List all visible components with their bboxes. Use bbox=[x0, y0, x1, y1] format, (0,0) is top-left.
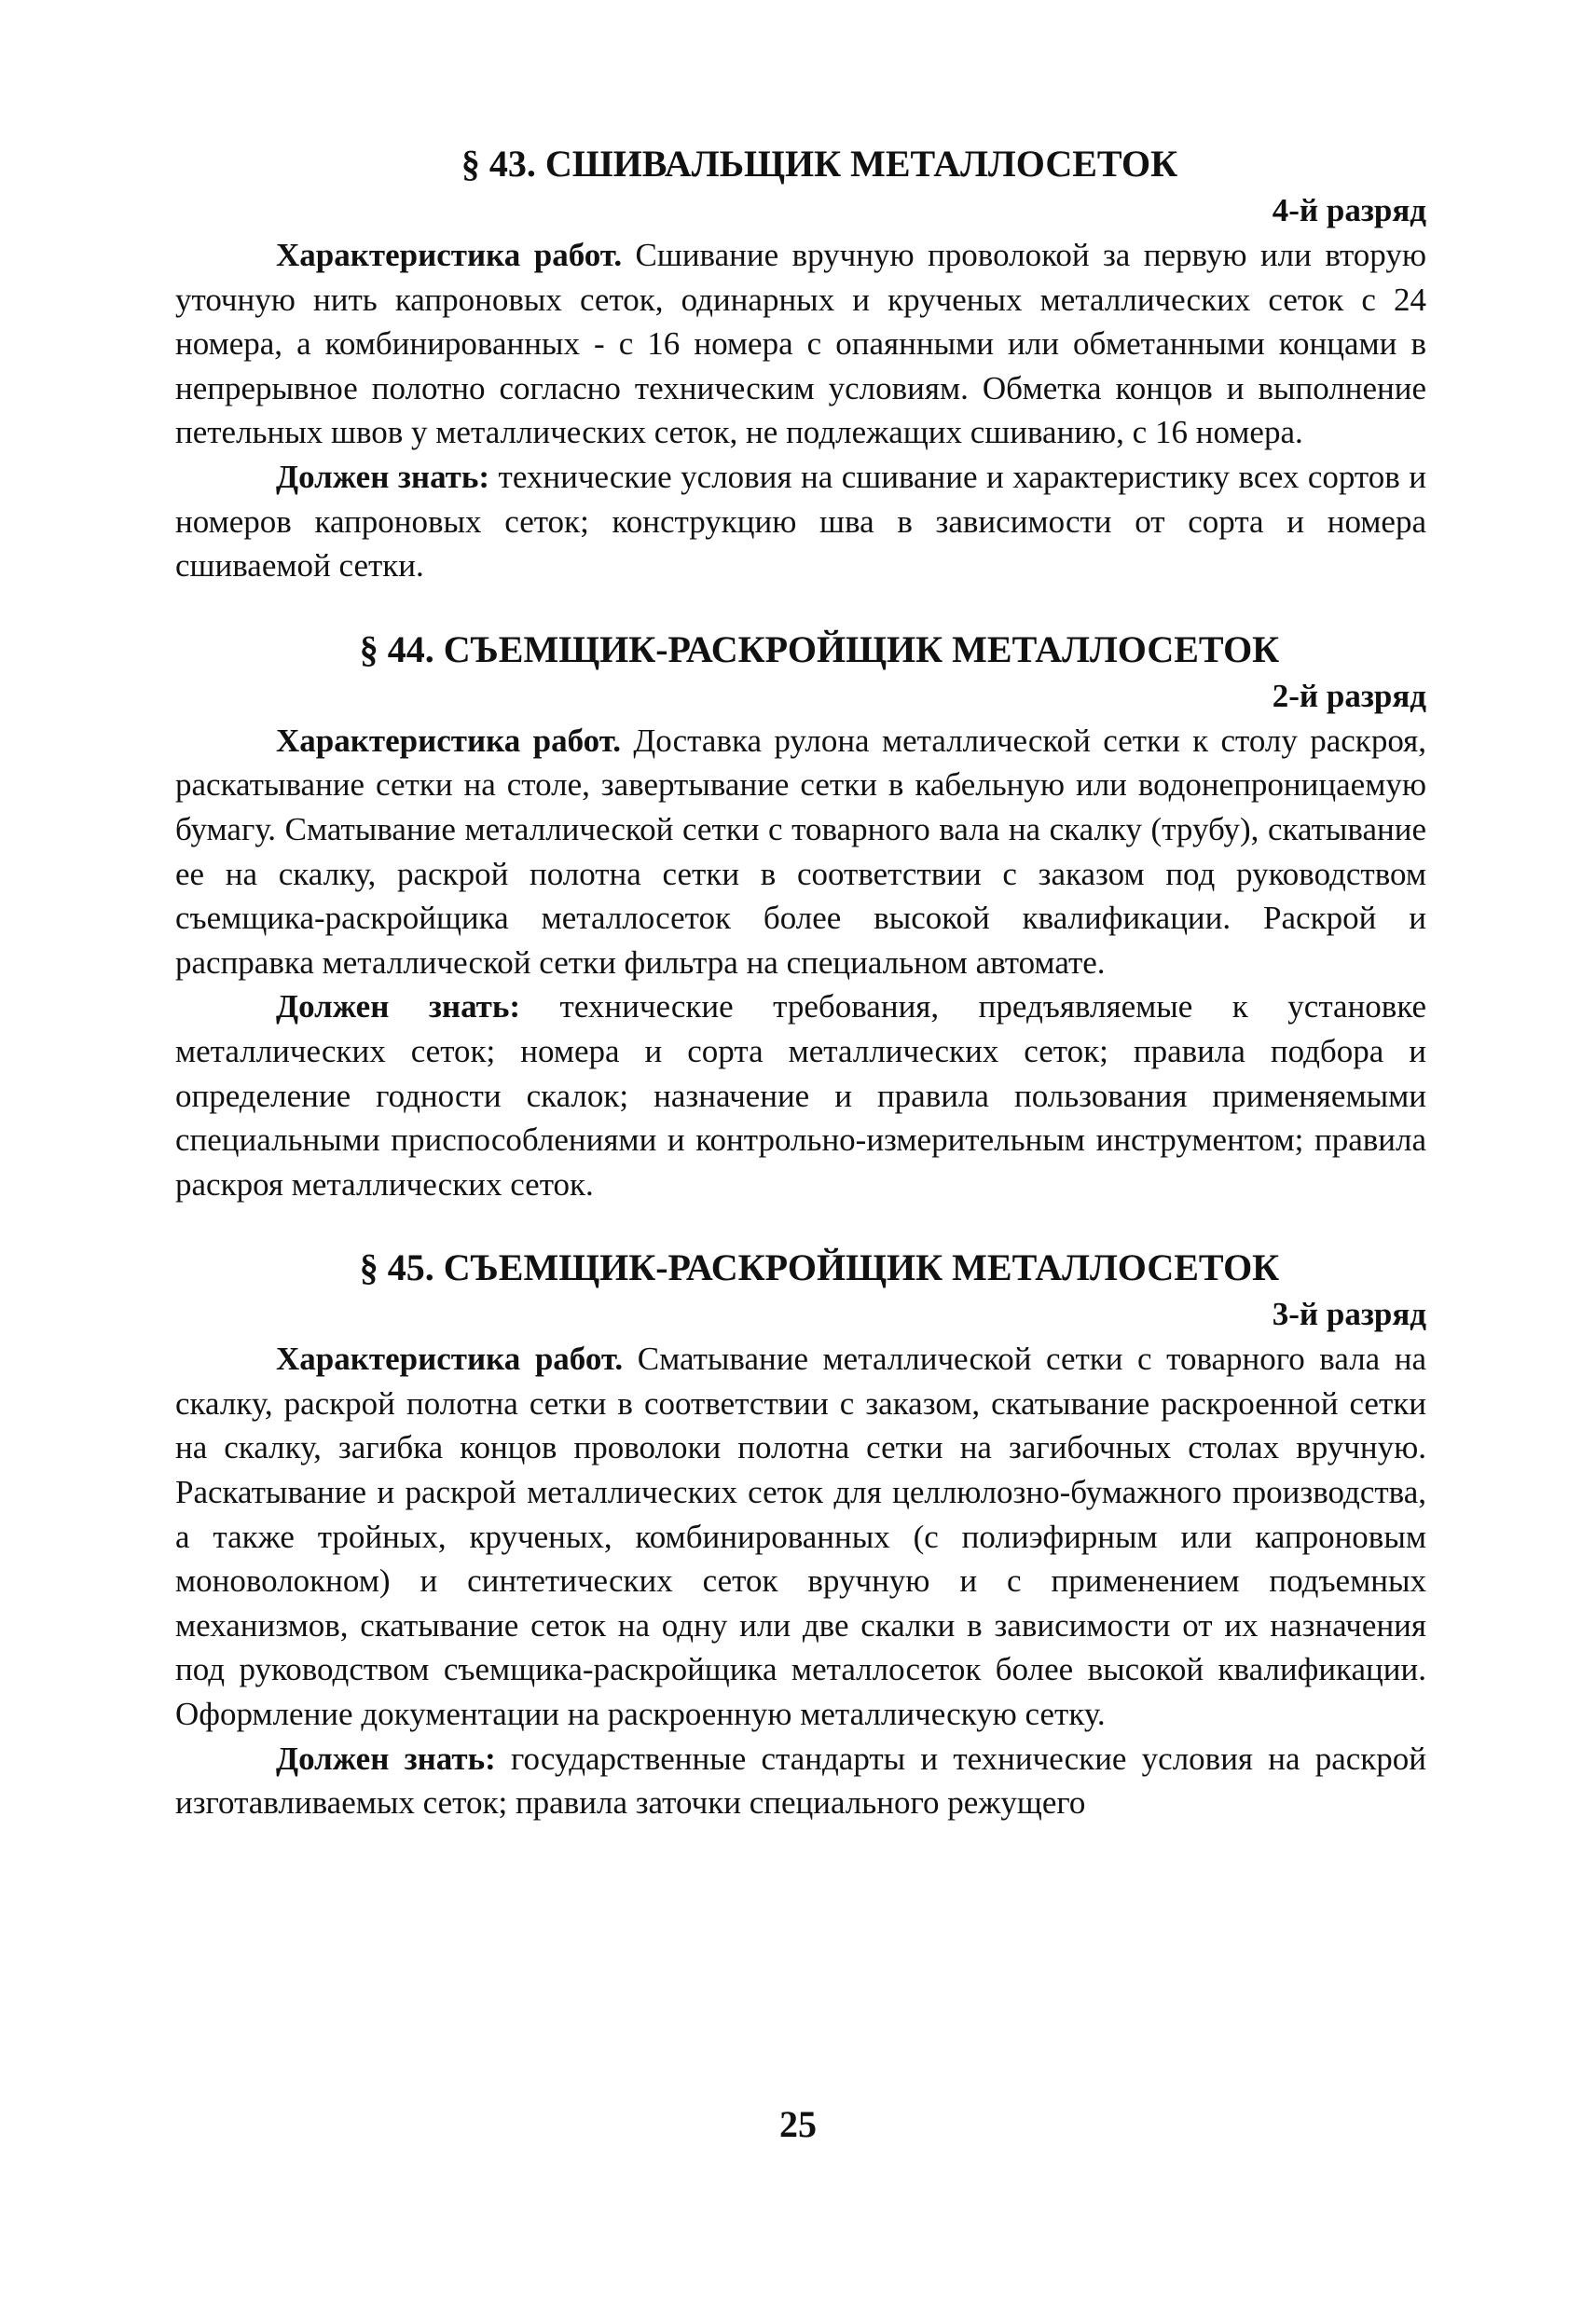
page-number: 25 bbox=[779, 2103, 817, 2145]
section-title: § 44. СЪЕМЩИК-РАСКРОЙЩИК МЕТАЛЛОСЕТОК bbox=[359, 627, 1280, 670]
know-text: технические условия на сшивание и характеристику всех сортов и номеров капроновых сеток; конструкцию шва в зависимости от сорта и номера сшиваемой сетки. bbox=[175, 458, 1426, 585]
grade-label: 2-й разряд bbox=[1272, 677, 1426, 714]
work-text: Сшивание вручную проволокой за первую или вторую уточную нить капроновых сеток, одинарных и крученых металлических сеток с 24 номера, а комбинированных - с 16 номера с опаянными или обметанными концами в непрерывное полотно согласно техническим условиям. Обметка концов и выполнение петельных швов у металлических сеток, не подлежащих сшиванию, с 16 номера. bbox=[175, 237, 1426, 451]
section-gap bbox=[175, 1206, 1426, 1244]
knowledge-requirements bbox=[175, 455, 1426, 588]
know-label: Должен знать: bbox=[276, 1740, 496, 1777]
section-45 bbox=[175, 1244, 1426, 1825]
section-44 bbox=[175, 626, 1426, 1207]
know-label: Должен знать: bbox=[276, 458, 490, 495]
work-description bbox=[175, 1337, 1426, 1736]
knowledge-requirements bbox=[175, 984, 1426, 1206]
section-43 bbox=[175, 140, 1426, 588]
section-gap bbox=[175, 588, 1426, 626]
know-text: технические требования, предъявляемые к установке металлических сеток; номера и сорта металлических сеток; правила подбора и определение годности скалок; назначение и правила пользования применяемыми специальными приспособлениями и контрольно-измерительным инструментом; правила раскроя металлических сеток. bbox=[175, 988, 1427, 1203]
grade-label: 3-й разряд bbox=[1272, 1296, 1426, 1333]
work-text: Сматывание металлической сетки с товарного вала на скалку, раскрой полотна сетки в соответствии с заказом, скатывание раскроенной сетки на скалку, загибка концов проволоки полотна сетки на загибочных столах вручную. Раскатывание и раскрой металлических сеток для целлюлозно-бумажного производства, а также тройных, крученых, комбинированных (с полиэфирным или капроновым моноволокном) и синтетических сеток вручную и с применением подъемных механизмов, скатывание сеток на одну или две скалки в зависимости от их назначения под руководством съемщика-раскройщика металлосеток более высокой квалификации. Оформление документации на раскроенную металлическую сетку. bbox=[175, 1341, 1426, 1733]
work-label: Характеристика работ. bbox=[276, 237, 623, 273]
work-label: Характеристика работ. bbox=[276, 1341, 624, 1378]
work-text: Доставка рулона металлической сетки к столу раскроя, раскатывание сетки на столе, завертывание сетки в кабельную или водонепроницаемую бумагу. Сматывание металлической сетки с товарного вала на скалку (трубу), скатывание ее на скалку, раскрой полотна сетки в соответствии с заказом под руководством съемщика-раскройщика металлосеток более высокой квалификации. Раскрой и расправка металлической сетки фильтра на специальном автомате. bbox=[175, 722, 1426, 981]
grade-label: 4-й разряд bbox=[1272, 192, 1426, 228]
work-label: Характеристика работ. bbox=[276, 722, 622, 759]
knowledge-requirements bbox=[175, 1737, 1426, 1825]
section-title: § 45. СЪЕМЩИК-РАСКРОЙЩИК МЕТАЛЛОСЕТОК bbox=[359, 1246, 1280, 1289]
know-text: государственные стандарты и технические условия на раскрой изготавливаемых сеток; правила заточки специального режущего bbox=[175, 1740, 1427, 1822]
page-content bbox=[175, 140, 1426, 1825]
section-title: § 43. СШИВАЛЬЩИК МЕТАЛЛОСЕТОК bbox=[461, 143, 1178, 185]
work-description bbox=[175, 719, 1426, 985]
work-description bbox=[175, 233, 1426, 455]
know-label: Должен знать: bbox=[276, 988, 521, 1025]
